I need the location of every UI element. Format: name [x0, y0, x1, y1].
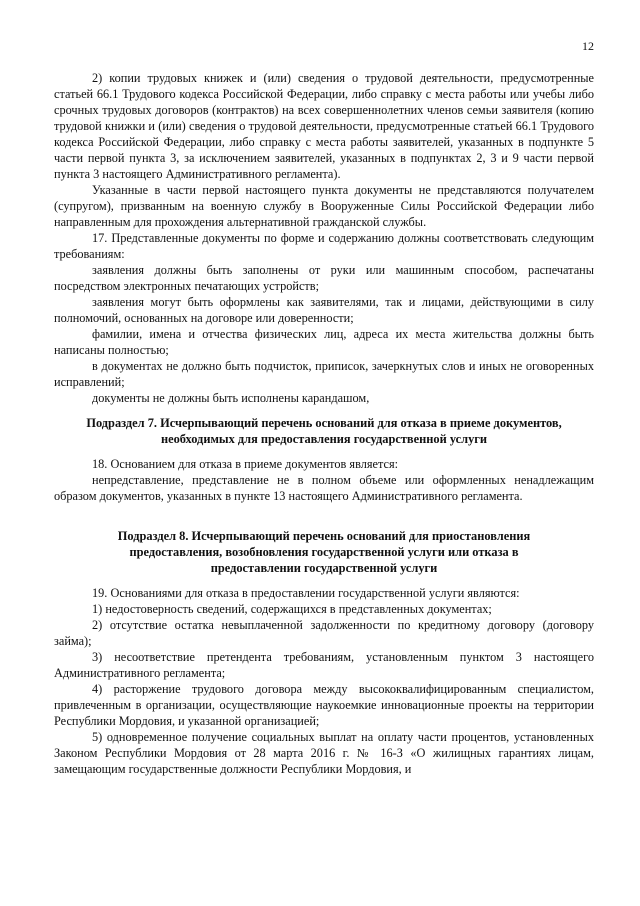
paragraph: в документах не должно быть подчисток, приписок, зачеркнутых слов и иных не оговоренных исправлений; — [54, 359, 594, 389]
paragraph: непредставление, представление не в полном объеме или оформленных ненадлежащим образом документов, указанных в пункте 13 настоящего Административного регламента. — [54, 473, 594, 503]
paragraph: заявления могут быть оформлены как заявителями, так и лицами, действующими в силу полномочий, основанных на договоре или доверенности; — [54, 295, 594, 325]
paragraph: 4) расторжение трудового договора между высококвалифицированным специалистом, привлеченным в организации, осуществляющие наукоемкие инновационные проекты на территории Республики Мордовия, и указанной организацией; — [54, 682, 594, 728]
section-8-heading — [54, 528, 594, 576]
page-number: 12 — [582, 39, 594, 53]
paragraph: 17. Представленные документы по форме и содержанию должны соответствовать следующим требованиям: — [54, 231, 594, 261]
section-heading-line: предоставления, возобновления государственной услуги или отказа в — [129, 545, 519, 559]
document-body — [54, 70, 594, 777]
paragraph: 3) несоответствие претендента требованиям, установленным пунктом 3 настоящего Административного регламента; — [54, 650, 594, 680]
section-heading-line: Подраздел 8. Исчерпывающий перечень оснований для приостановления — [117, 529, 531, 543]
paragraph: 2) отсутствие остатка невыплаченной задолженности по кредитному договору (договору займа); — [54, 618, 594, 648]
section-heading-line: необходимых для предоставления государственной услуги — [160, 432, 488, 446]
paragraph: заявления должны быть заполнены от руки или машинным способом, распечатаны посредством электронных печатающих устройств; — [54, 263, 594, 293]
section-heading-line: Подраздел 7. Исчерпывающий перечень оснований для отказа в приеме документов, — [86, 416, 562, 430]
paragraph: 1) недостоверность сведений, содержащихся в представленных документах; — [92, 602, 492, 616]
paragraph: Указанные в части первой настоящего пункта документы не представляются получателем (супругом), призванным на военную службу в Вооруженные Силы Российской Федерации либо направленным для прохождения альтернативной гражданской службы. — [54, 183, 594, 229]
paragraph: 19. Основаниями для отказа в предоставлении государственной услуги являются: — [92, 586, 520, 600]
paragraph: 5) одновременное получение социальных выплат на оплату части процентов, установленных Законом Республики Мордовия от 28 марта 2016 г. № 16-З «О жилищных гарантиях лицам, замещающим государственные должности Республики Мордовия, и — [54, 730, 594, 776]
paragraph: 18. Основанием для отказа в приеме документов является: — [92, 457, 399, 471]
paragraph: документы не должны быть исполнены карандашом, — [92, 391, 370, 405]
paragraph: 2) копии трудовых книжек и (или) сведения о трудовой деятельности, предусмотренные статьей 66.1 Трудового кодекса Российской Федерации, либо справку с места работы или учебы либо срочных трудовых договоров (контрактов) на всех совершеннолетних членов семьи заявителя (копию трудовой книжки и (или) сведения о трудовой деятельности, предусмотренные статьей 66.1 Трудового кодекса Российской Федерации, либо справку с места работы заявителей, указанных в подпункте 5 части первой пункта 3, за исключением заявителей, указанных в подпунктах 2, 3 и 9 части первой пункта 3 настоящего Административного регламента). — [54, 71, 594, 181]
section-heading-line: предоставлении государственной услуги — [210, 561, 438, 575]
section-7-heading — [54, 415, 594, 447]
paragraph: фамилии, имена и отчества физических лиц, адреса их места жительства должны быть написаны полностью; — [54, 327, 594, 357]
